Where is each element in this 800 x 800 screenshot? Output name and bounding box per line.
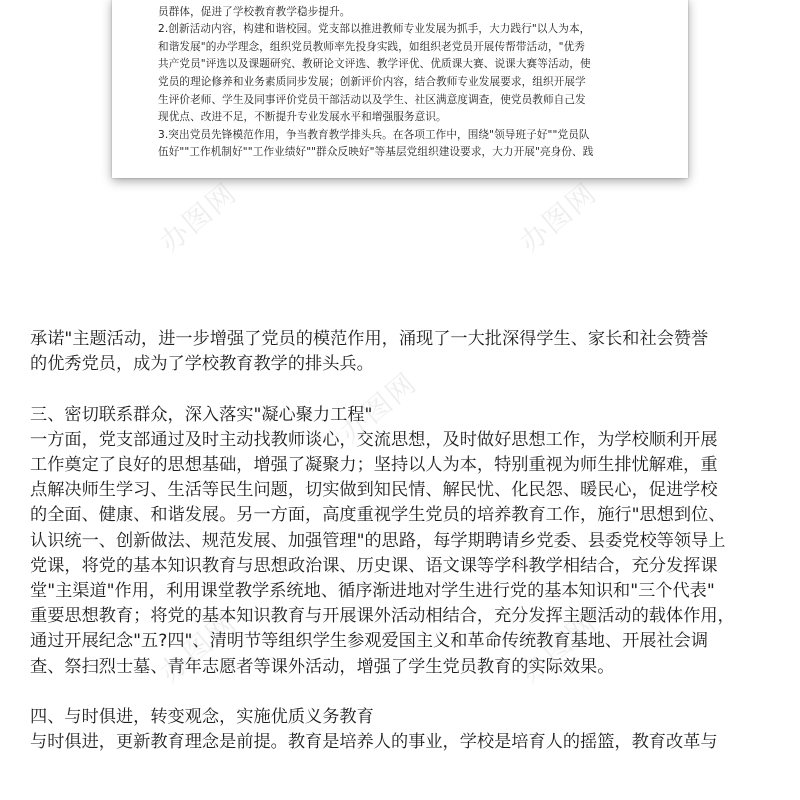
watermark-text: 办图网 bbox=[153, 605, 244, 690]
body-line: 认识统一、创新做法、规范发展、加强管理"的思路，每学期聘请乡党委、县委党校等领导上 bbox=[30, 530, 726, 551]
section-heading: 三、密切联系群众，深入落实"凝心聚力工程" bbox=[30, 404, 373, 425]
card-line: 共产党员"评选以及课题研究、教研论文评选、教学评优、优质课大赛、说课大赛等活动，使 bbox=[158, 58, 591, 71]
body-line: 重要思想教育；将党的基本知识教育与开展课外活动相结合，充分发挥主题活动的载体作用， bbox=[30, 606, 735, 627]
watermark-text: 办图网 bbox=[513, 175, 604, 260]
card-line: 生评价老师、学生及同事评价党员干部活动以及学生、社区满意度调查，使党员教师自己发 bbox=[158, 93, 586, 106]
document-page-preview bbox=[112, 0, 688, 178]
watermark-text: 办图网 bbox=[513, 605, 604, 690]
card-line: 员群体，促进了学校教育教学稳步提升。 bbox=[158, 5, 351, 18]
body-line: 与时俱进，更新教育理念是前提。教育是培养人的事业，学校是培育人的摇篮，教育改革与 bbox=[30, 732, 718, 753]
card-line: 和谐发展"的办学理念，组织党员教师率先投身实践，如组织老党员开展传帮带活动，"优秀 bbox=[158, 40, 585, 53]
body-line: 查、祭扫烈士墓、青年志愿者等课外活动，增强了学生党员教育的实际效果。 bbox=[30, 656, 615, 677]
paragraph-gap bbox=[30, 680, 780, 705]
body-line: 点解决师生学习、生活等民生问题，切实做到知民情、解民忧、化民怨、暖民心，促进学校 bbox=[30, 480, 718, 501]
body-line: 的全面、健康、和谐发展。另一方面，高度重视学生党员的培养教育工作，施行"思想到位、 bbox=[30, 505, 726, 526]
card-line: 党员的理论修养和业务素质同步发展；创新评价内容，结合教师专业发展要求，组织开展学 bbox=[158, 75, 586, 88]
card-line: 3.突出党员先锋模范作用，争当教育教学排头兵。在各项工作中，围绕"领导班子好""党员队 bbox=[158, 128, 590, 141]
page-preview-text bbox=[158, 0, 658, 162]
card-line: 现优点、改进不足，不断提升专业发展水平和增强服务意识。 bbox=[158, 111, 447, 124]
body-line: 通过开展纪念"五?四"、清明节等组织学生参观爱国主义和革命传统教育基地、开展社会调 bbox=[30, 631, 709, 652]
watermark-text: 办图网 bbox=[333, 365, 424, 450]
body-line: 堂"主渠道"作用，利用课堂教学系统地、循序渐进地对学生进行党的基本知识和"三个代表" bbox=[30, 581, 715, 602]
body-line: 一方面，党支部通过及时主动找教师谈心，交流思想，及时做好思想工作，为学校顺利开展 bbox=[30, 429, 718, 450]
card-line: 伍好""工作机制好""工作业绩好""群众反映好"等基层党组织建设要求，大力开展"亮身份、践 bbox=[158, 146, 594, 159]
body-line: 承诺"主题活动，进一步增强了党员的模范作用，涌现了一大批深得学生、家长和社会赞誉 bbox=[30, 329, 709, 349]
body-line: 的优秀党员，成为了学校教育教学的排头兵。 bbox=[30, 354, 374, 375]
body-line: 工作奠定了良好的思想基础，增强了凝聚力；坚持以人为本，特别重视为师生排忧解难，重 bbox=[30, 455, 718, 475]
document-body bbox=[30, 327, 780, 755]
paragraph-gap bbox=[30, 377, 780, 402]
section-heading: 四、与时俱进，转变观念，实施优质义务教育 bbox=[30, 707, 374, 728]
body-line: 党课，将党的基本知识教育与思想政治课、历史课、语文课等学科教学相结合，充分发挥课 bbox=[30, 555, 718, 576]
watermark-text: 办图网 bbox=[153, 175, 244, 260]
card-line: 2.创新活动内容，构建和谐校园。党支部以推进教师专业发展为抓手，大力践行"以人为本， bbox=[158, 23, 591, 36]
